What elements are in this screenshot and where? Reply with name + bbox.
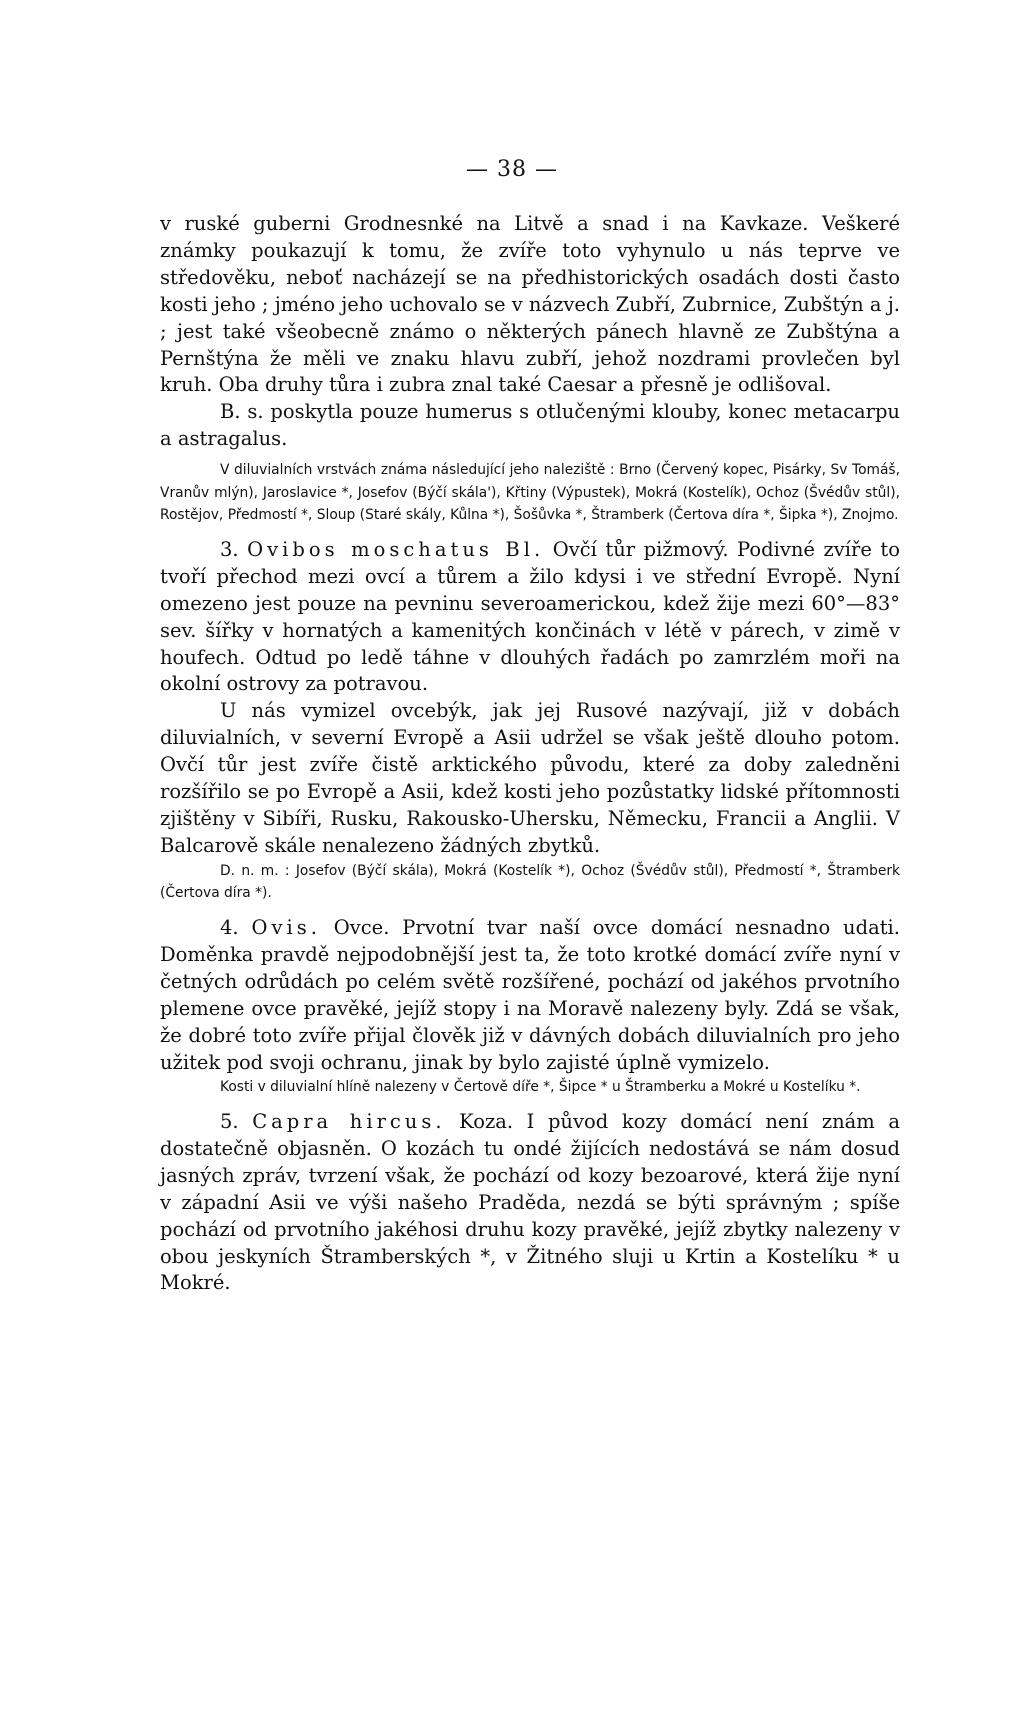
section-ovibos xyxy=(160,537,900,698)
page-body xyxy=(160,211,900,1297)
section-text: Ovce. Prvotní tvar naší ovce domácí nesnadno udati. Doměnka pravdě nejpodobnější jest ta, že toto krotké domácí zvíře nyní v četných odrůdách po celém světě rozšířené, pochází od jakéhos prvotního plemene ovce pravěké, jejíž stopy i na Moravě nalezeny byly. Zdá se však, že dobré toto zvíře přijal člověk již v dávných dobách diluvialních pro jeho užitek pod svoji ochranu, jinak by bylo zajisté úplně vymizelo. xyxy=(160,916,900,1074)
page-number: — 38 — xyxy=(466,157,558,182)
paragraph-continued: v ruské guberni Grodnesnké na Litvě a snad i na Kavkaze. Veškeré známky poukazují k tomu, že zvíře toto vyhynulo u nás teprve ve středověku, neboť nacházejí se na předhistorických osadách dosti často kosti jeho ; jméno jeho uchovalo se v názvech Zubří, Zubrnice, Zubštýn a j. ; jest také všeobecně známo o některých pánech hlavně ze Zubštýna a Pernštýna že měli ve znaku hlavu zubří, jehož nozdrami provlečen byl kruh. Oba druhy tůra i zubra znal také Caesar a přesně je odlišoval. xyxy=(160,212,900,397)
section-text: Koza. I původ kozy domácí není znám a dostatečně objasněn. O kozách tu ondé žijících nedostává se nám dosud jasných zpráv, tvrzení však, že pochází od kozy bezoarové, která žije nyní v západní Asii ve výši našeho Praděda, nezdá se býti správným ; spíše pochází od prvotního jakéhosi druhu kozy pravěké, jejíž zbytky nalezeny v obou jeskyních Štramberských *, v Žitného sluji u Krtin a Kostelíku * u Mokré. xyxy=(160,1110,900,1295)
section-number: 3. xyxy=(220,537,239,561)
section-number: 5. xyxy=(220,1110,239,1134)
latin-name: Ovis. xyxy=(251,916,321,939)
paragraph-ovibos-history: U nás vymizel ovcebýk, jak jej Rusové nazývají, již v dobách diluvialních, v severní Evropě a Asii udržel se však ještě dlouho potom. Ovčí tůr jest zvíře čistě arktického původu, které za doby zaledněni rozšířilo se po Evropě a Asii, kdež kosti jeho pozůstatky lidské přítomnosti zjištěny v Sibíři, Rusku, Rakousko-Uhersku, Německu, Francii a Anglii. V Balcarově skále nenalezeno žádných zbytků. xyxy=(160,699,900,857)
paragraph-balcar-finds: B. s. poskytla pouze humerus s otlučenými klouby, konec metacarpu a astragalus. xyxy=(160,400,900,451)
section-text: Ovčí tůr pižmový. Podivné zvíře to tvoří přechod mezi ovcí a tůrem a žilo kdysi i ve střední Evropě. Nyní omezeno jest pouze na pevninu severoamerickou, kdež žije mezi 60°—83° sev. šířky v hornatých a kamenitých končinách v létě v párech, v zimě v houfech. Odtud po ledě táhne v dlouhých řadách po zamrzlém moři na okolní ostrovy za potravou. xyxy=(160,537,900,696)
section-ovis xyxy=(160,915,900,1076)
footnote-ovis-localities: Kosti v diluvialní hlíně nalezeny v Čertově díře *, Šipce * u Štramberku a Mokré u Kostelíku *. xyxy=(220,1079,861,1096)
latin-name: Capra hircus. xyxy=(252,1110,446,1134)
section-capra xyxy=(160,1109,900,1297)
latin-name: Ovibos moschatus Bl. xyxy=(247,537,545,561)
footnote-ovibos-localities: D. n. m. : Josefov (Býčí skála), Mokrá (Kostelík *), Ochoz (Švédův stůl), Předmostí *, Štramberk (Čertova díra *). xyxy=(160,862,900,902)
footnote-localities: V diluvialních vrstvách známa následující jeho naleziště : Brno (Červený kopec, Pisárky, Sv Tomáš, Vranův mlýn), Jaroslavice *, Josefov (Býčí skála'), Křtiny (Výpustek), Mokrá (Kostelík), Ochoz (Švédův stůl), Rostějov, Předmostí *, Sloup (Staré skály, Kůlna *), Šošůvka *, Štramberk (Čertova díra *, Šipka *), Znojmo. xyxy=(160,462,900,524)
section-number: 4. xyxy=(220,916,239,939)
